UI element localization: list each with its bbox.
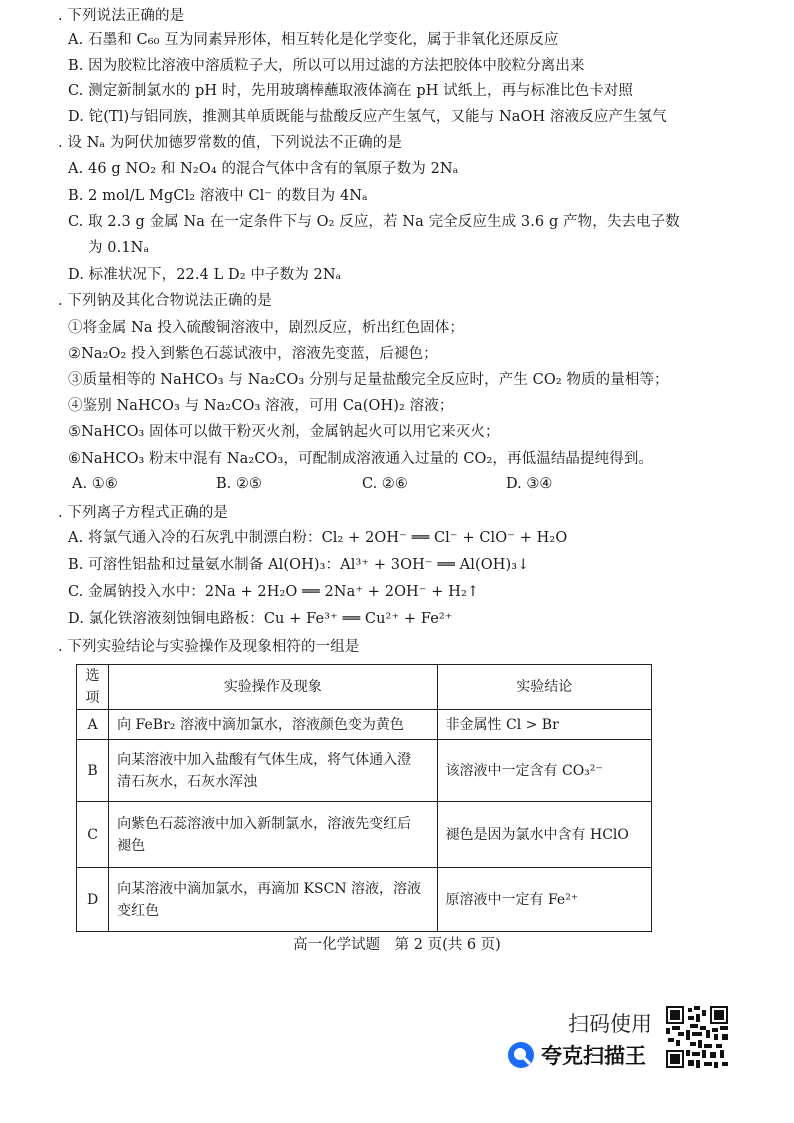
- table-row: [77, 802, 652, 868]
- row-option: B: [77, 740, 109, 802]
- scanner-brand: [507, 1040, 646, 1070]
- row-operation-line: 向紫色石蕊溶液中加入新制氯水，溶液先变红后: [117, 815, 412, 832]
- row-operation: [109, 740, 437, 802]
- header-option: 选项: [77, 665, 109, 710]
- row-conclusion: 非金属性 Cl > Br: [437, 710, 651, 740]
- q3-statement-2: ②Na₂O₂ 投入到紫色石蕊试液中，溶液先变蓝，后褪色；: [68, 346, 438, 362]
- row-operation-line: 变红色: [117, 902, 160, 919]
- q4-option-a: A. 将氯气通入冷的石灰乳中制漂白粉：Cl₂ + 2OH⁻ ══ Cl⁻ + ClO⁻ + H₂O: [68, 530, 568, 546]
- page-footer: 高一化学试题 第 2 页(共 6 页): [293, 937, 501, 953]
- row-option: D: [77, 868, 109, 932]
- table-row: [77, 710, 652, 740]
- row-operation-line: 褪色: [117, 837, 146, 854]
- question-1-stem: . 下列说法正确的是: [58, 8, 185, 24]
- table-row: [77, 740, 652, 802]
- brand-name: 夸克扫描王: [541, 1044, 646, 1068]
- row-conclusion: 原溶液中一定有 Fe²⁺: [437, 868, 651, 932]
- row-operation: [109, 710, 437, 740]
- quark-logo-icon: [507, 1041, 535, 1069]
- qr-code-icon[interactable]: [666, 1006, 728, 1068]
- question-3-stem: . 下列钠及其化合物说法正确的是: [58, 293, 272, 309]
- row-operation-line: 向 FeBr₂ 溶液中滴加氯水，溶液颜色变为黄色: [117, 716, 404, 733]
- row-operation: [109, 802, 437, 868]
- experiment-table: [76, 664, 652, 932]
- header-conclusion: 实验结论: [437, 665, 651, 710]
- q3-option-a: A. ①⑥: [72, 476, 118, 492]
- header-operation: 实验操作及现象: [109, 665, 437, 710]
- q3-option-c: C. ②⑥: [362, 476, 408, 492]
- row-conclusion: 该溶液中一定含有 CO₃²⁻: [437, 740, 651, 802]
- q1-option-b: B. 因为胶粒比溶液中溶质粒子大，所以可以用过滤的方法把胶体中胶粒分离出来: [68, 58, 585, 74]
- q3-option-d: D. ③④: [506, 476, 553, 492]
- row-operation-line: 清石灰水，石灰水浑浊: [117, 773, 258, 790]
- q3-statement-1: ①将金属 Na 投入硫酸铜溶液中，剧烈反应，析出红色固体；: [68, 320, 464, 336]
- q4-option-c: C. 金属钠投入水中：2Na + 2H₂O ══ 2Na⁺ + 2OH⁻ + H₂↑: [68, 584, 480, 600]
- q2-option-d: D. 标准状况下，22.4 L D₂ 中子数为 2Nₐ: [68, 267, 342, 283]
- q2-option-b: B. 2 mol/L MgCl₂ 溶液中 Cl⁻ 的数目为 4Nₐ: [68, 188, 368, 204]
- q3-statement-5: ⑤NaHCO₃ 固体可以做干粉灭火剂，金属钠起火可以用它来灭火；: [68, 424, 500, 440]
- question-5-stem: . 下列实验结论与实验操作及现象相符的一组是: [58, 639, 360, 655]
- table-header-row: [77, 665, 652, 710]
- q2-option-c: C. 取 2.3 g 金属 Na 在一定条件下与 O₂ 反应，若 Na 完全反应生成 3.6 g 产物，失去电子数: [68, 214, 680, 230]
- row-operation-line: 向某溶液中加入盐酸有气体生成，将气体通入澄: [117, 751, 412, 768]
- row-option: A: [77, 710, 109, 740]
- question-4-stem: . 下列离子方程式正确的是: [58, 505, 229, 521]
- row-operation-line: 向某溶液中滴加氯水，再滴加 KSCN 溶液，溶液: [117, 880, 422, 897]
- scan-label: 扫码使用: [568, 1012, 652, 1036]
- row-option: C: [77, 802, 109, 868]
- q1-option-a: A. 石墨和 C₆₀ 互为同素异形体，相互转化是化学变化，属于非氧化还原反应: [68, 32, 559, 48]
- q3-statement-3: ③质量相等的 NaHCO₃ 与 Na₂CO₃ 分别与足量盐酸完全反应时，产生 CO₂ 物质的量相等；: [68, 372, 669, 388]
- q1-option-c: C. 测定新制氯水的 pH 时，先用玻璃棒蘸取液体滴在 pH 试纸上，再与标准比色卡对照: [68, 83, 633, 99]
- q3-statement-6: ⑥NaHCO₃ 粉末中混有 Na₂CO₃，可配制成溶液通入过量的 CO₂，再低温结晶提纯得到。: [68, 451, 654, 467]
- q4-option-b: B. 可溶性铝盐和过量氨水制备 Al(OH)₃：Al³⁺ + 3OH⁻ ══ Al(OH)₃↓: [68, 557, 530, 573]
- row-operation: [109, 868, 437, 932]
- q1-option-d: D. 铊(Tl)与铝同族，推测其单质既能与盐酸反应产生氢气，又能与 NaOH 溶液反应产生氢气: [68, 109, 667, 125]
- table-row: [77, 868, 652, 932]
- q4-option-d: D. 氯化铁溶液刻蚀铜电路板：Cu + Fe³⁺ ══ Cu²⁺ + Fe²⁺: [68, 611, 453, 627]
- q3-option-b: B. ②⑤: [216, 476, 262, 492]
- question-2-stem: . 设 Nₐ 为阿伏加德罗常数的值，下列说法不正确的是: [58, 135, 402, 151]
- q3-statement-4: ④鉴别 NaHCO₃ 与 Na₂CO₃ 溶液，可用 Ca(OH)₂ 溶液；: [68, 398, 454, 414]
- row-conclusion: 褪色是因为氯水中含有 HClO: [437, 802, 651, 868]
- q2-option-a: A. 46 g NO₂ 和 N₂O₄ 的混合气体中含有的氧原子数为 2Nₐ: [68, 161, 459, 177]
- q2-option-c-cont: 为 0.1Nₐ: [88, 240, 150, 256]
